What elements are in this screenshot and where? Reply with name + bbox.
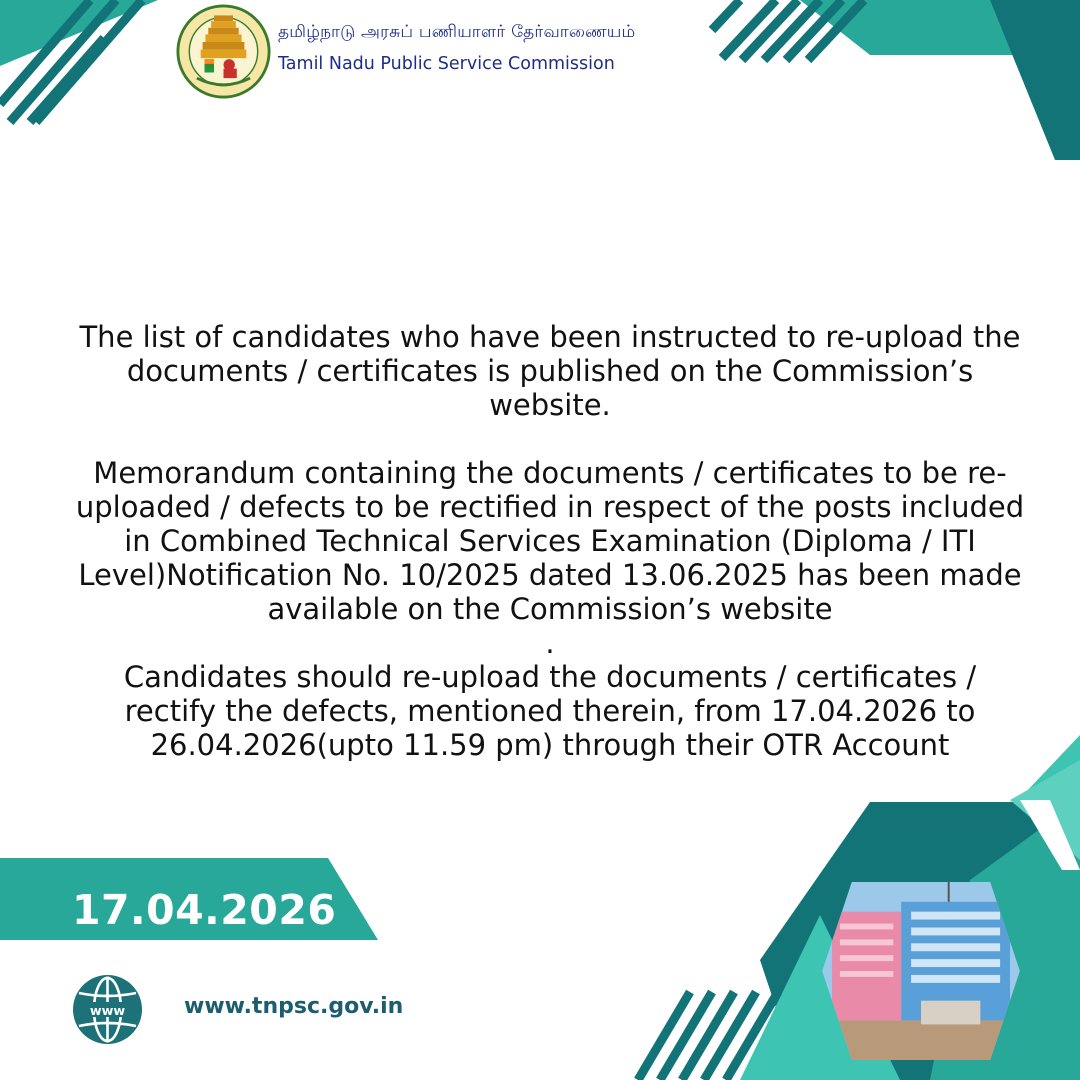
notice-paragraph-1: The list of candidates who have been instructed to re-upload the documents / certificates is published on the Commission’s website. (79, 320, 1021, 422)
notice-paragraph-3: Candidates should re-upload the documents / certificates / rectify the defects, mentioned therein, from 17.04.2026 to 26.04.2026(upto 11.59 pm) through their OTR Account (123, 660, 977, 762)
globe-www-text: www (89, 1003, 126, 1019)
office-building-photo (820, 882, 1022, 1060)
website-link[interactable]: www.tnpsc.gov.in (184, 994, 404, 1019)
notice-paragraph-2: Memorandum containing the documents / certificates to be re- uploaded / defects to be rectified in respect of the posts included in Combined Technical Services Examination (Diploma / ITI Level)Notification No. 10/2025 dated 13.06.2025 has been made available on the Commission’s website . (75, 456, 1025, 660)
top-right-dark-shape (990, 0, 1080, 160)
org-name-english: Tamil Nadu Public Service Commission (278, 54, 615, 74)
org-name-block (278, 22, 635, 74)
notice-text (20, 320, 1080, 762)
globe-icon (70, 972, 145, 1047)
notice-date: 17.04.2026 (72, 886, 337, 934)
tn-emblem-icon (176, 4, 271, 99)
org-name-tamil: தமிழ்நாடு அரசுப் பணியாளர் தேர்வாணையம் (278, 22, 636, 42)
